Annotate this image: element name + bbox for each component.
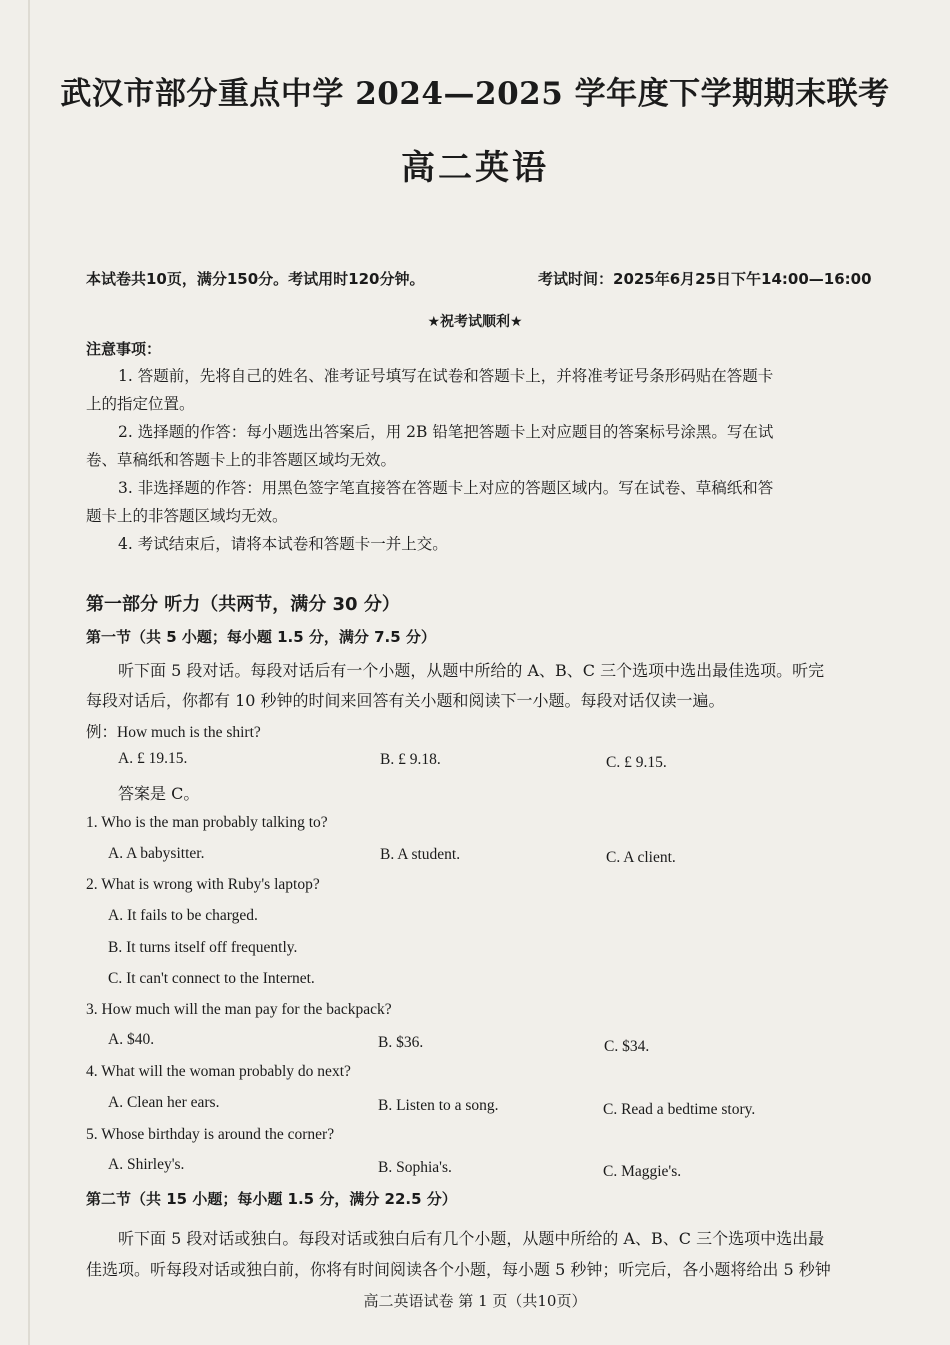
question-4-option-b: B. Listen to a song. — [378, 1097, 499, 1114]
notice-item-1-line2: 上的指定位置。 — [86, 395, 195, 413]
question-3-option-a: A. $40. — [108, 1031, 155, 1048]
notice-item-4: 4. 考试结束后，请将本试卷和答题卡一并上交。 — [118, 535, 448, 553]
question-5-option-b: B. Sophia's. — [378, 1159, 452, 1176]
question-2-option-a: A. It fails to be charged. — [108, 907, 258, 924]
question-1-option-b: B. A student. — [380, 846, 461, 863]
example-option-c: C. £ 9.15. — [606, 754, 667, 771]
question-2: 2. What is wrong with Ruby's laptop? — [86, 876, 320, 893]
section1-instruction-line1: 听下面 5 段对话。每段对话后有一个小题，从题中所给的 A、B、C 三个选项中选出最佳选项。听完 — [118, 661, 825, 680]
question-4-option-c: C. Read a bedtime story. — [603, 1101, 756, 1118]
notice-item-1-line1: 1. 答题前，先将自己的姓名、准考证号填写在试卷和答题卡上，并将准考证号条形码贴在答题卡 — [118, 367, 774, 385]
section1-heading: 第一节（共 5 小题；每小题 1.5 分，满分 7.5 分） — [86, 628, 436, 646]
notice-item-2-line2: 卷、草稿纸和答题卡上的非答题区域均无效。 — [86, 451, 397, 469]
question-5: 5. Whose birthday is around the corner? — [86, 1126, 335, 1143]
example-answer: 答案是 C。 — [118, 784, 200, 803]
part1-heading: 第一部分 听力（共两节，满分 30 分） — [86, 594, 400, 615]
good-luck-banner: ★祝考试顺利★ — [427, 314, 523, 330]
example-option-b: B. £ 9.18. — [380, 751, 441, 768]
page-fold-shadow — [28, 0, 30, 1345]
section2-instruction-line1: 听下面 5 段对话或独白。每段对话或独白后有几个小题，从题中所给的 A、B、C 三个选项中选出最 — [118, 1229, 825, 1248]
example-question: 例：How much is the shirt? — [86, 724, 261, 741]
section2-heading: 第二节（共 15 小题；每小题 1.5 分，满分 22.5 分） — [86, 1190, 457, 1208]
question-5-option-a: A. Shirley's. — [108, 1156, 185, 1173]
exam-title: 武汉市部分重点中学 2024—2025 学年度下学期期末联考 — [60, 76, 890, 112]
question-1-option-a: A. A babysitter. — [108, 845, 205, 862]
notice-item-2-line1: 2. 选择题的作答：每小题选出答案后，用 2B 铅笔把答题卡上对应题目的答案标号涂黑。写在试 — [118, 423, 774, 441]
exam-time: 考试时间：2025年6月25日下午14:00—16:00 — [538, 270, 872, 288]
notice-item-3-line1: 3. 非选择题的作答：用黑色签字笔直接答在答题卡上对应的答题区域内。写在试卷、草稿纸和答 — [118, 479, 774, 497]
question-2-option-c: C. It can't connect to the Internet. — [108, 970, 315, 987]
question-4-option-a: A. Clean her ears. — [108, 1094, 220, 1111]
exam-subject: 高二英语 — [401, 148, 549, 188]
exam-info-left: 本试卷共10页，满分150分。考试用时120分钟。 — [86, 270, 425, 288]
question-1: 1. Who is the man probably talking to? — [86, 814, 328, 831]
section2-instruction-line2: 佳选项。听每段对话或独白前，你将有时间阅读各个小题，每小题 5 秒钟；听完后，各小题将给出 5 秒钟 — [86, 1260, 831, 1279]
question-1-option-c: C. A client. — [606, 849, 676, 866]
notice-heading: 注意事项： — [86, 340, 162, 358]
example-option-a: A. £ 19.15. — [118, 750, 188, 767]
section1-instruction-line2: 每段对话后，你都有 10 秒钟的时间来回答有关小题和阅读下一小题。每段对话仅读一遍。 — [86, 691, 725, 710]
page-footer: 高二英语试卷 第 1 页（共10页） — [363, 1292, 587, 1310]
question-3-option-b: B. $36. — [378, 1034, 424, 1051]
question-4: 4. What will the woman probably do next? — [86, 1063, 351, 1080]
question-3: 3. How much will the man pay for the backpack? — [86, 1001, 392, 1018]
notice-item-3-line2: 题卡上的非答题区域均无效。 — [86, 507, 288, 525]
question-3-option-c: C. $34. — [604, 1038, 650, 1055]
question-2-option-b: B. It turns itself off frequently. — [108, 939, 298, 956]
question-5-option-c: C. Maggie's. — [603, 1163, 682, 1180]
